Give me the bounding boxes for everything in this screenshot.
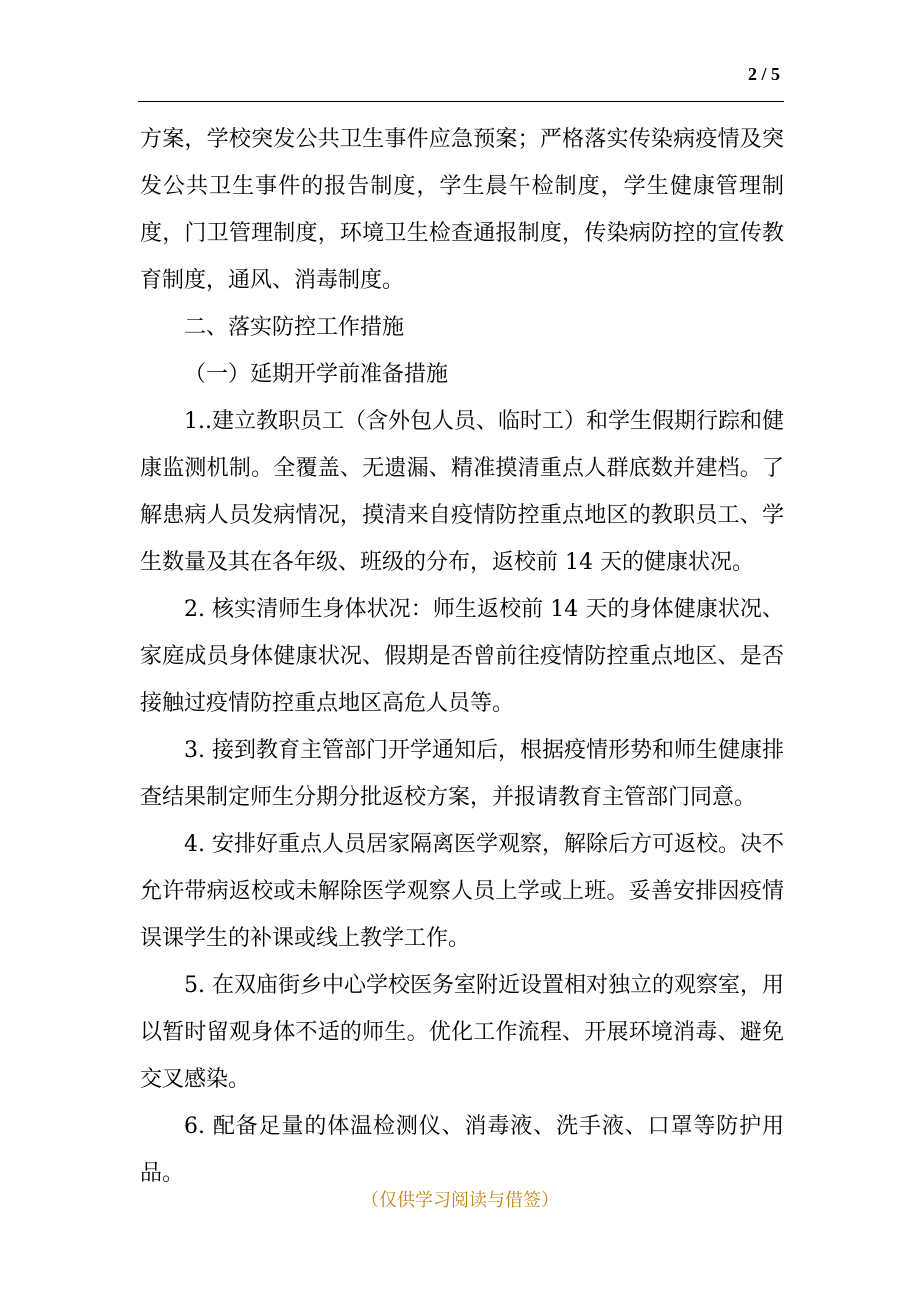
header-rule [138, 101, 784, 102]
section-heading: 二、落实防控工作措施 [184, 315, 405, 340]
paragraph-continued: 方案，学校突发公共卫生事件应急预案；严格落实传染病疫情及突发公共卫生事件的报告制度，学生晨午检制度，学生健康管理制度，门卫管理制度，环境卫生检查通报制度，传染病防控的宣传教育制度，通风、消毒制度。 [140, 127, 784, 293]
subsection-heading: （一）延期开学前准备措施 [184, 362, 449, 387]
list-item-6: 6. 配备足量的体温检测仪、消毒液、洗手液、口罩等防护用品。 [140, 1114, 784, 1186]
document-body [140, 116, 784, 1197]
list-item-2: 2. 核实清师生身体状况：师生返校前 14 天的身体健康状况、家庭成员身体健康状况、假期是否曾前往疫情防控重点地区、是否接触过疫情防控重点地区高危人员等。 [140, 597, 784, 716]
list-item-3: 3. 接到教育主管部门开学通知后，根据疫情形势和师生健康排查结果制定师生分期分批返校方案，并报请教育主管部门同意。 [140, 738, 784, 810]
list-item-5: 5. 在双庙街乡中心学校医务室附近设置相对独立的观察室，用以暂时留观身体不适的师生。优化工作流程、开展环境消毒、避免交叉感染。 [140, 973, 784, 1092]
list-item-1: 1..建立教职员工（含外包人员、临时工）和学生假期行踪和健康监测机制。全覆盖、无遗漏、精准摸清重点人群底数并建档。了解患病人员发病情况，摸清来自疫情防控重点地区的教职员工、学生数量及其在各年级、班级的分布，返校前 14 天的健康状况。 [140, 409, 784, 575]
list-item-4: 4. 安排好重点人员居家隔离医学观察，解除后方可返校。决不允许带病返校或未解除医学观察人员上学或上班。妥善安排因疫情误课学生的补课或线上教学工作。 [140, 832, 784, 951]
page-number: 2 / 5 [747, 64, 780, 84]
footer-note: （仅供学习阅读与借签） [361, 1190, 559, 1211]
